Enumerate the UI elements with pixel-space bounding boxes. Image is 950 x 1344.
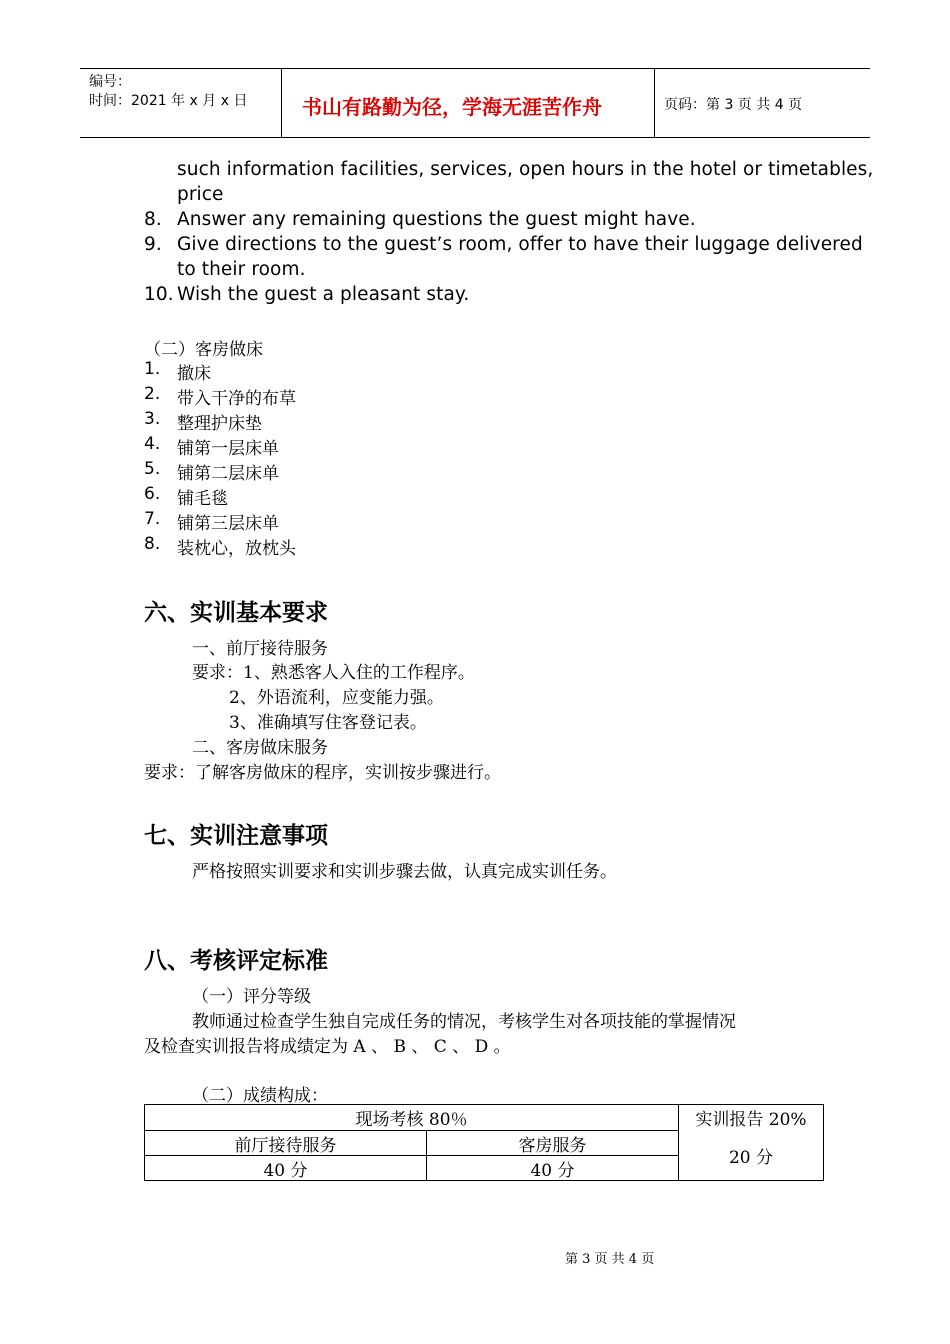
room-step-text: 撤床 (177, 364, 211, 384)
section6-req2: 2、外语流利，应变能力强。 (229, 688, 444, 708)
score-table (144, 1104, 824, 1181)
section6-sub2: 二、客房做床服务 (192, 738, 328, 758)
section6-req3: 3、准确填写住客登记表。 (229, 713, 427, 733)
room-step-text: 带入干净的布草 (177, 389, 296, 409)
room-step-text: 铺第三层床单 (177, 514, 279, 534)
step-text: to their room. (177, 259, 306, 280)
section7-text: 严格按照实训要求和实训步骤去做，认真完成实训任务。 (192, 862, 617, 882)
section6-req1: 要求：1、熟悉客人入住的工作程序。 (192, 663, 475, 683)
section8-para-line2: 及检查实训报告将成绩定为 A 、 B 、 C 、 D 。 (144, 1037, 511, 1057)
room-step-number: 4. (144, 434, 161, 454)
section-heading: 七、实训注意事项 (144, 822, 328, 849)
section6-req4: 要求：了解客房做床的程序，实训按步骤进行。 (144, 763, 501, 783)
table-cell-report-score: 20 分 (728, 1148, 774, 1168)
room-step-number: 3. (144, 409, 161, 429)
section8-sub2: （二）成绩构成： (192, 1086, 328, 1106)
step-number: 8. (144, 209, 162, 230)
step-number: 9. (144, 234, 162, 255)
step-text: Wish the guest a pleasant stay. (177, 284, 470, 305)
section8-para-line1: 教师通过检查学生独自完成任务的情况，考核学生对各项技能的掌握情况 (192, 1012, 736, 1032)
step-number: 10. (144, 284, 174, 305)
room-step-number: 5. (144, 459, 161, 479)
table-cell-front-desk: 前厅接待服务 (234, 1135, 337, 1156)
page-footer: 第 3 页 共 4 页 (565, 1252, 655, 1267)
step-text: Answer any remaining questions the guest might have. (177, 209, 696, 230)
table-cell-report: 实训报告 20% (695, 1110, 807, 1130)
step-text: Give directions to the guest’s room, offer to have their luggage delivered (177, 234, 863, 255)
section-heading: 六、实训基本要求 (144, 599, 328, 626)
room-step-number: 1. (144, 359, 161, 379)
document-time-label: 时间：2021 年 x 月 x 日 (89, 93, 248, 109)
table-cell-room-service-score: 40 分 (530, 1160, 575, 1181)
step-7-line-b: price (177, 184, 224, 205)
section-heading: 八、考核评定标准 (144, 947, 328, 974)
room-step-text: 铺毛毯 (177, 489, 228, 509)
room-step-text: 整理护床垫 (177, 414, 262, 434)
room-step-number: 7. (144, 509, 161, 529)
document-number-label: 编号： (89, 74, 131, 90)
header-motto: 书山有路勤为径，学海无涯苦作舟 (302, 95, 602, 119)
step-7-line-a: such information facilities, services, open hours in the hotel or timetables, (177, 159, 874, 180)
header-divider (654, 69, 655, 137)
section8-sub1: （一）评分等级 (192, 987, 311, 1007)
room-step-text: 装枕心，放枕头 (177, 539, 296, 559)
room-step-number: 2. (144, 384, 161, 404)
header-divider (281, 69, 282, 137)
section6-sub1: 一、前厅接待服务 (192, 639, 328, 659)
room-steps-title: （二）客房做床 (144, 340, 263, 360)
room-step-number: 6. (144, 484, 161, 504)
table-cell-onsite: 现场考核 80％ (355, 1110, 468, 1130)
room-step-text: 铺第二层床单 (177, 464, 279, 484)
room-step-text: 铺第一层床单 (177, 439, 279, 459)
header-page-code: 页码：第 3 页 共 4 页 (664, 97, 803, 113)
table-cell-front-desk-score: 40 分 (263, 1160, 308, 1181)
room-step-number: 8. (144, 534, 161, 554)
table-cell-room-service: 客房服务 (518, 1135, 587, 1156)
